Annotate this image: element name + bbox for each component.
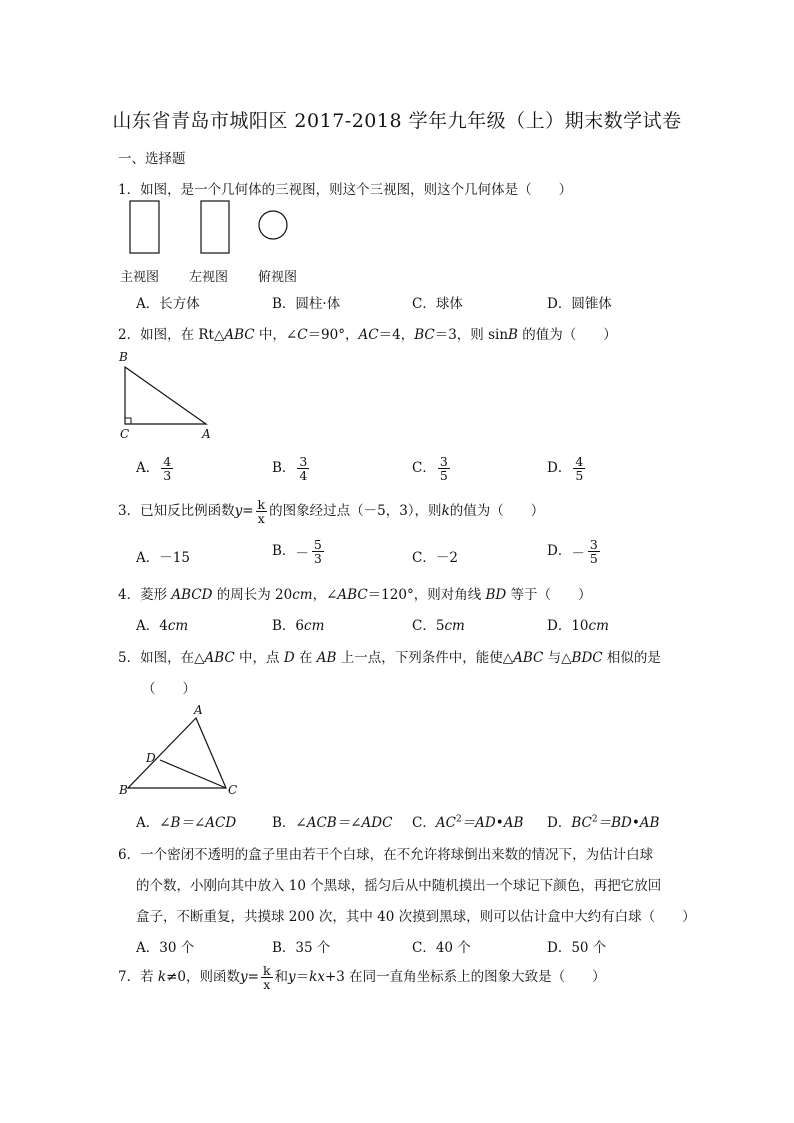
option-text: ＝AD•AB <box>461 815 524 831</box>
option-unit: cm <box>167 618 189 634</box>
q5-triangle-svg <box>116 703 246 799</box>
question-6-line-3: 盒子，不断重复，共摸球 200 次，其中 40 次摸到黑球，则可以估计盒中大约有白球（ ） <box>136 909 696 925</box>
q2-text: ＝4， <box>378 327 415 343</box>
question-5-answer-paren: （ ） <box>142 681 196 697</box>
option-letter: C． <box>412 550 436 566</box>
q2-var: ABC <box>224 327 255 343</box>
q1-option-c: C．球体 <box>412 296 463 312</box>
question-1-stem: 1．如图，是一个几何体的三视图，则这个三视图，则这个几何体是（ ） <box>118 182 573 198</box>
option-unit: cm <box>304 618 325 634</box>
option-text: －15 <box>159 550 190 566</box>
q4-var: ABCD <box>171 587 213 603</box>
numerator: 4 <box>163 454 172 469</box>
vertex-label-d: D <box>146 751 156 765</box>
q2-right-triangle-figure <box>118 350 218 442</box>
q4-text: 的周长为 20 <box>212 587 293 603</box>
denominator: 5 <box>589 551 598 567</box>
option-letter: A． <box>136 618 160 634</box>
q5-var: BDC <box>571 650 603 666</box>
q3-text: 的图象经过点（－5，3），则 <box>269 503 442 520</box>
q4-text: ＝120°，则对角线 <box>367 587 486 603</box>
numerator: 5 <box>313 537 322 552</box>
option-unit: cm <box>588 618 609 634</box>
q6-option-d: D．50 个 <box>547 940 607 956</box>
q3-text: 的值为（ ） <box>449 503 545 520</box>
fraction <box>261 964 273 991</box>
vertex-label-c: C <box>228 783 238 797</box>
q6-option-c: C．40 个 <box>412 940 471 956</box>
q5-option-d <box>547 811 659 831</box>
fraction <box>573 455 585 482</box>
q1-views-svg <box>120 198 320 258</box>
option-letter: B． <box>272 543 296 560</box>
vertex-label-b: B <box>119 350 128 364</box>
q7-text: ≠0，则函数 <box>166 969 240 986</box>
q4-text: 等于（ ） <box>506 587 592 603</box>
denominator: 3 <box>163 468 172 484</box>
option-letter: A． <box>136 815 160 831</box>
q3-option-d <box>547 538 602 565</box>
q3-var: y <box>234 503 243 520</box>
numerator: k <box>262 963 271 978</box>
q3-text: 3．已知反比例函数 <box>118 503 235 520</box>
fraction <box>256 498 268 525</box>
question-4-stem <box>118 583 592 603</box>
numerator: 3 <box>299 454 308 469</box>
q2-option-d <box>547 455 587 482</box>
question-3-stem <box>118 498 544 525</box>
q2-var: B <box>508 327 518 343</box>
question-5-stem <box>118 646 661 666</box>
q5-var: AB <box>316 650 337 666</box>
q7-text: 7．若 <box>118 969 158 986</box>
fraction <box>312 538 324 565</box>
option-letter: D． <box>547 460 572 477</box>
q2-var: AC <box>358 327 379 343</box>
q3-var: k <box>441 503 450 520</box>
exponent: 2 <box>591 814 598 825</box>
q5-text: 与△ <box>543 650 572 666</box>
q4-text: 4．菱形 <box>118 587 172 603</box>
option-number: 5 <box>435 618 445 634</box>
page-title: 山东省青岛市城阳区 2017-2018 学年九年级（上）期末数学试卷 <box>112 110 682 132</box>
option-letter: B． <box>272 815 296 831</box>
q7-text: = <box>247 969 259 986</box>
q3-option-b <box>272 538 326 565</box>
option-text: ∠ACB＝∠ADC <box>295 815 393 831</box>
q4-text: ，∠ <box>312 587 338 603</box>
q4-option-c <box>412 614 465 634</box>
question-6-line-2: 的个数，小刚向其中放入 10 个黑球，摇匀后从中随机摸出一个球记下颜色，再把它放回 <box>136 878 662 894</box>
option-letter: B． <box>272 618 296 634</box>
fraction <box>588 538 600 565</box>
denominator: 4 <box>299 468 308 484</box>
option-letter: D． <box>547 618 572 634</box>
q5-option-c <box>412 811 523 831</box>
denominator: x <box>257 511 265 527</box>
fraction <box>297 455 309 482</box>
top-view-label: 俯视图 <box>258 270 298 285</box>
q2-var: BC <box>414 327 435 343</box>
q7-var: y <box>239 969 248 986</box>
q4-unit: cm <box>292 587 313 603</box>
option-text: ∠B＝∠ACD <box>159 815 237 831</box>
option-letter: A． <box>136 460 160 477</box>
exponent: 2 <box>455 814 462 825</box>
q5-var: D <box>283 650 295 666</box>
option-letter: C． <box>412 460 436 477</box>
q3-text: = <box>242 503 254 520</box>
denominator: x <box>263 977 271 993</box>
option-letter: D． <box>547 815 572 831</box>
vertex-label-c: C <box>120 427 130 441</box>
option-letter: D． <box>547 543 572 560</box>
vertex-label-a: A <box>194 703 203 717</box>
q2-option-c <box>412 455 452 482</box>
section-heading: 一、选择题 <box>118 151 186 167</box>
q4-option-a <box>136 614 188 634</box>
q7-text: +3 在同一直角坐标系上的图象大致是（ ） <box>324 969 606 986</box>
q1-option-b: B．圆柱·体 <box>272 296 341 312</box>
front-view-rect <box>130 201 159 253</box>
q2-text: 中，∠ <box>254 327 298 343</box>
q2-text: 2．如图，在 Rt△ <box>118 327 225 343</box>
right-angle-mark <box>125 418 131 424</box>
q5-triangle-figure <box>116 703 246 799</box>
denominator: 5 <box>575 468 584 484</box>
option-unit: cm <box>444 618 465 634</box>
q6-option-b: B．35 个 <box>272 940 331 956</box>
triangle-abc <box>125 367 206 424</box>
option-text: AC <box>435 815 456 831</box>
question-2-stem <box>118 323 617 343</box>
q5-var: ABC <box>204 650 235 666</box>
denominator: 3 <box>313 551 322 567</box>
q5-text: 中，点 <box>234 650 284 666</box>
q5-text: 上一点，下列条件中，能使△ <box>336 650 514 666</box>
q4-var: ABC <box>337 587 368 603</box>
triangle-abc <box>128 718 226 788</box>
numerator: 3 <box>439 454 448 469</box>
q5-text: 5．如图，在△ <box>118 650 205 666</box>
q1-three-views-figure <box>120 198 320 258</box>
q7-text: ＝ <box>295 969 310 986</box>
q1-option-d: D．圆锥体 <box>547 296 612 312</box>
q5-var: ABC <box>513 650 544 666</box>
q6-option-a: A．30 个 <box>136 940 195 956</box>
minus-sign: － <box>295 545 309 562</box>
fraction <box>438 455 450 482</box>
option-letter: B． <box>272 460 296 477</box>
option-number: 4 <box>159 618 168 634</box>
q2-text: 的值为（ ） <box>517 327 617 343</box>
q3-option-a <box>136 546 190 566</box>
q5-option-b <box>272 811 392 831</box>
minus-sign: － <box>571 545 585 562</box>
option-text: BC <box>571 815 592 831</box>
q5-option-a <box>136 811 236 831</box>
side-view-label: 左视图 <box>189 270 229 285</box>
question-6-line-1: 6．一个密闭不透明的盒子里由若干个白球，在不允许将球倒出来数的情况下，为估计白球 <box>118 847 654 863</box>
q7-var: k <box>157 969 167 986</box>
q1-option-a: A．长方体 <box>136 296 200 312</box>
top-view-circle <box>259 211 287 239</box>
option-letter: C． <box>412 815 436 831</box>
numerator: 3 <box>589 537 598 552</box>
q3-option-c <box>412 546 458 566</box>
option-number: 10 <box>571 618 589 634</box>
front-view-label: 主视图 <box>120 270 160 285</box>
q7-var: y <box>288 969 296 986</box>
option-letter: A． <box>136 550 160 566</box>
q5-text: 相似的是 <box>602 650 661 666</box>
q4-option-d <box>547 614 609 634</box>
option-letter: C． <box>412 618 436 634</box>
vertex-label-a: A <box>202 427 211 441</box>
numerator: 4 <box>575 454 584 469</box>
denominator: 5 <box>439 468 448 484</box>
option-number: 6 <box>295 618 305 634</box>
numerator: k <box>257 497 266 512</box>
vertex-label-b: B <box>119 783 128 797</box>
q2-var: C <box>297 327 308 343</box>
q2-text: ＝3，则 sin <box>434 327 509 343</box>
q2-option-a <box>136 455 175 482</box>
fraction <box>161 455 173 482</box>
q5-text: 在 <box>294 650 317 666</box>
q4-var: BD <box>485 587 507 603</box>
question-7-stem <box>118 964 606 991</box>
q2-text: ＝90°， <box>307 327 359 343</box>
option-text: －2 <box>435 550 458 566</box>
q7-text: 和 <box>274 969 289 986</box>
q2-option-b <box>272 455 311 482</box>
q7-var: kx <box>309 969 325 986</box>
side-view-rect <box>201 201 229 253</box>
q4-option-b <box>272 614 324 634</box>
option-text: ＝BD•AB <box>597 815 660 831</box>
